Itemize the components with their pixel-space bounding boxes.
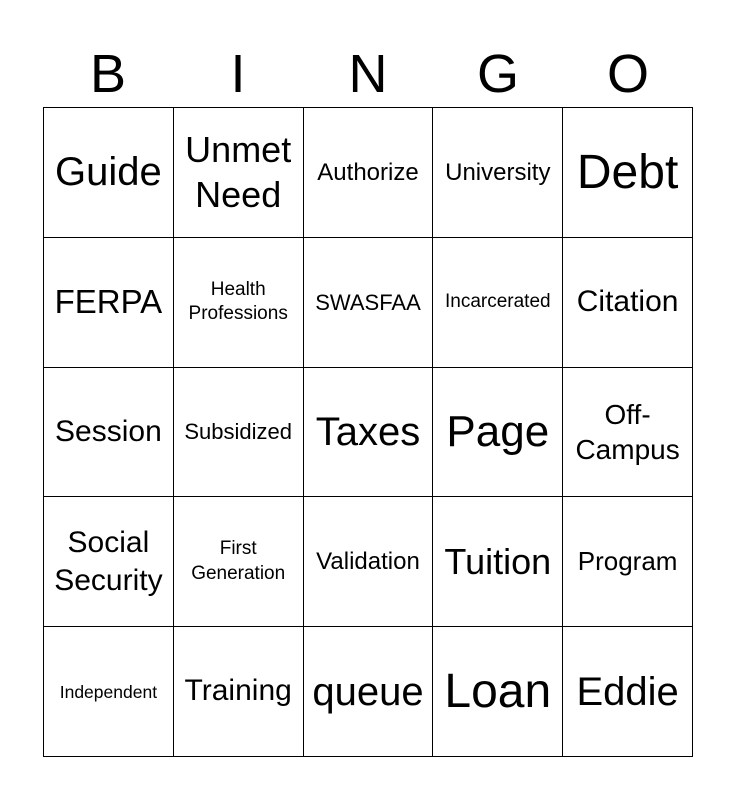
bingo-cell-ferpa[interactable]: FERPA	[44, 238, 174, 368]
bingo-cell-debt[interactable]: Debt	[563, 108, 693, 238]
bingo-cell-health-professions[interactable]: Health Professions	[174, 238, 304, 368]
bingo-cell-taxes[interactable]: Taxes	[304, 368, 434, 498]
bingo-cell-guide[interactable]: Guide	[44, 108, 174, 238]
bingo-cell-swasfaa[interactable]: SWASFAA	[304, 238, 434, 368]
bingo-cell-incarcerated[interactable]: Incarcerated	[433, 238, 563, 368]
bingo-cell-training[interactable]: Training	[174, 627, 304, 757]
bingo-cell-tuition[interactable]: Tuition	[433, 497, 563, 627]
bingo-cell-queue[interactable]: queue	[304, 627, 434, 757]
bingo-board	[43, 107, 693, 757]
bingo-cell-authorize[interactable]: Authorize	[304, 108, 434, 238]
bingo-cell-session[interactable]: Session	[44, 368, 174, 498]
bingo-cell-eddie[interactable]: Eddie	[563, 627, 693, 757]
bingo-cell-university[interactable]: University	[433, 108, 563, 238]
bingo-cell-first-generation[interactable]: First Generation	[174, 497, 304, 627]
bingo-cell-page[interactable]: Page	[433, 368, 563, 498]
header-letter-n: N	[348, 44, 388, 104]
bingo-cell-off-campus[interactable]: Off- Campus	[563, 368, 693, 498]
header-letter-i: I	[230, 44, 246, 104]
bingo-cell-subsidized[interactable]: Subsidized	[174, 368, 304, 498]
header-letter-g: G	[476, 44, 519, 104]
bingo-cell-validation[interactable]: Validation	[304, 497, 434, 627]
bingo-cell-program[interactable]: Program	[563, 497, 693, 627]
header-letter-b: B	[89, 44, 127, 104]
bingo-cell-independent[interactable]: Independent	[44, 627, 174, 757]
bingo-cell-citation[interactable]: Citation	[563, 238, 693, 368]
bingo-cell-unmet-need[interactable]: Unmet Need	[174, 108, 304, 238]
header-letter-o: O	[606, 44, 649, 104]
bingo-cell-social-security[interactable]: Social Security	[44, 497, 174, 627]
bingo-header	[43, 40, 693, 108]
bingo-cell-loan[interactable]: Loan	[433, 627, 563, 757]
